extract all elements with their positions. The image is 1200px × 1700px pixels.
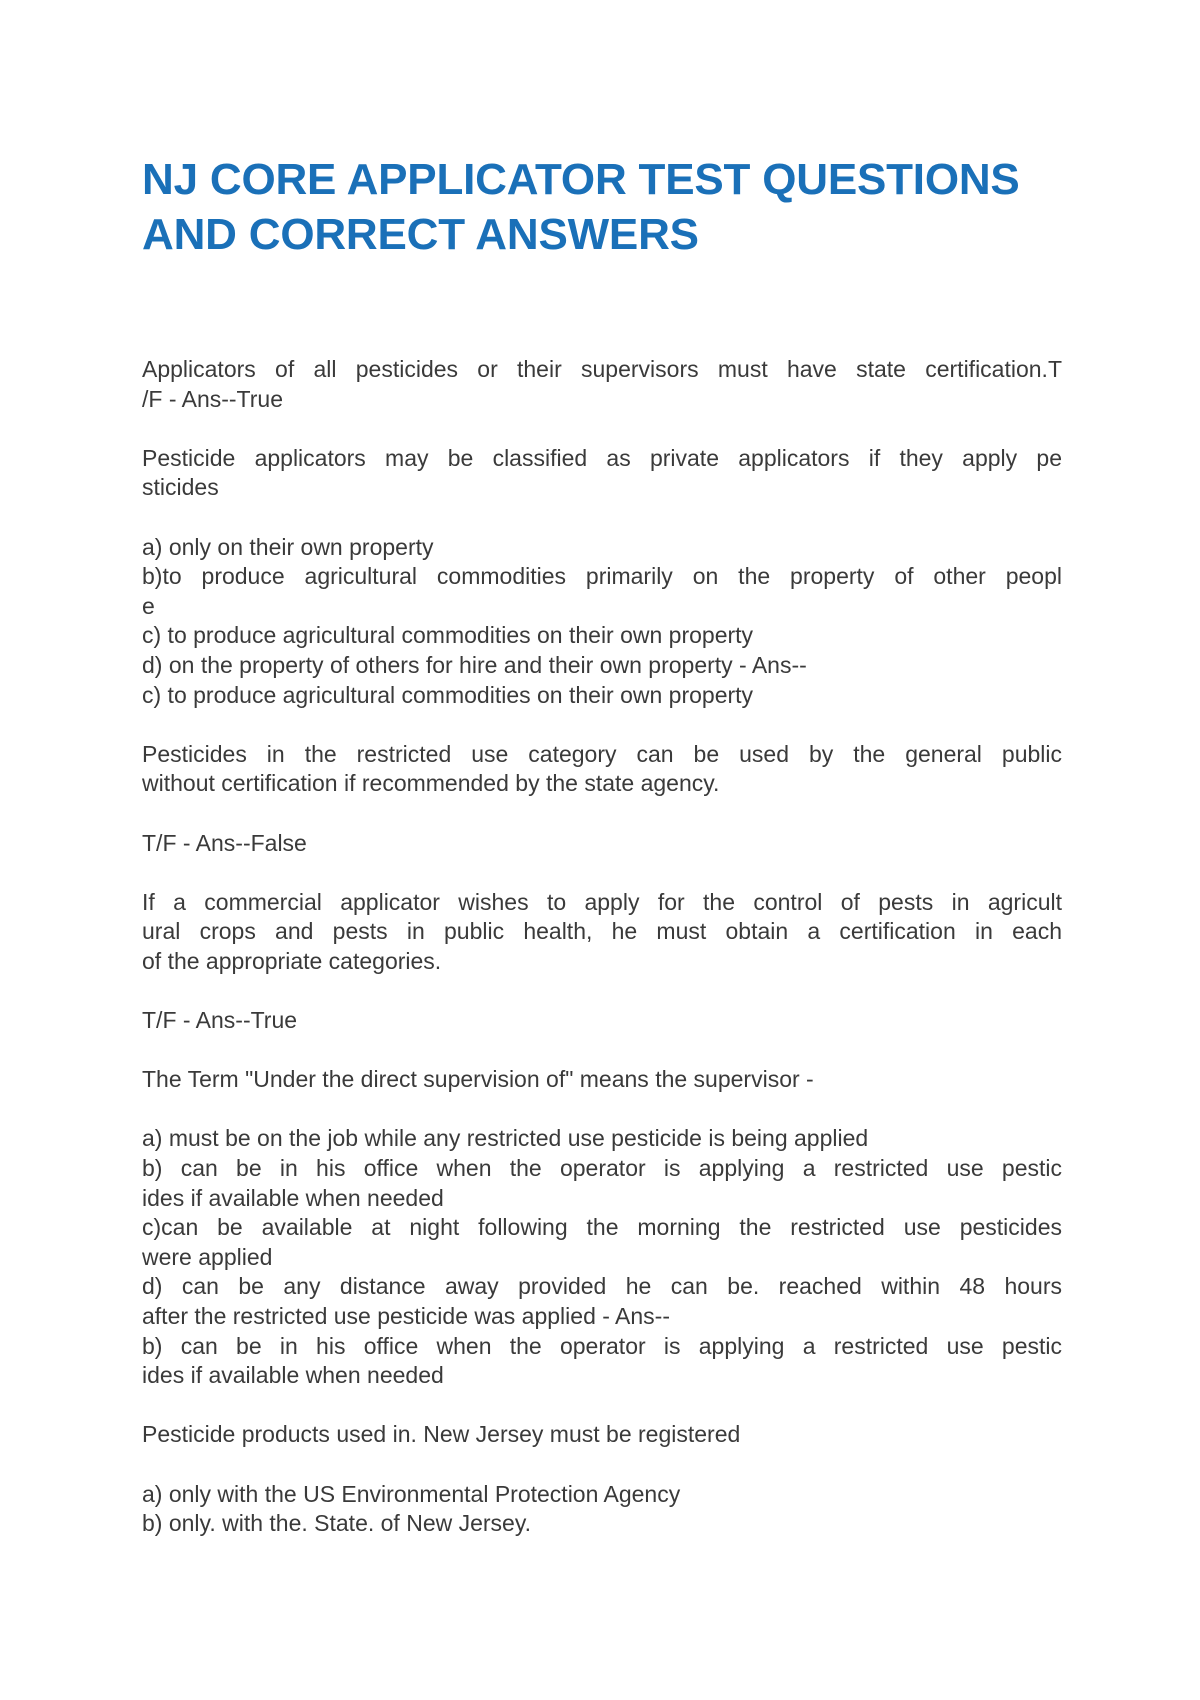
text-line: T/F - Ans--True bbox=[142, 1007, 298, 1034]
text-line: /F - Ans--True bbox=[142, 385, 283, 412]
text-line: without certification if recommended by the state agency. bbox=[142, 770, 720, 797]
text-line: of the appropriate categories. bbox=[142, 947, 442, 974]
text-line: c) to produce agricultural commodities on their own property bbox=[142, 622, 754, 649]
text-line: c)can be available at night following the morning the restricted use pesticides bbox=[142, 1214, 1062, 1241]
text-line: c) to produce agricultural commodities on their own property bbox=[142, 681, 754, 708]
text-line: If a commercial applicator wishes to apply for the control of pests in agricult bbox=[142, 888, 1062, 915]
text-line: d) on the property of others for hire and their own property - Ans-- bbox=[142, 651, 807, 678]
document-body bbox=[142, 355, 1062, 1539]
text-line: T/F - Ans--False bbox=[142, 829, 307, 856]
text-line: a) only on their own property bbox=[142, 533, 434, 560]
text-line: e bbox=[142, 592, 155, 619]
text-line: d) can be any distance away provided he can be. reached within 48 hours bbox=[142, 1273, 1062, 1300]
text-line: Pesticides in the restricted use category can be used by the general public bbox=[142, 740, 1062, 767]
text-line: Applicators of all pesticides or their supervisors must have state certification.T bbox=[142, 356, 1062, 382]
text-line: ural crops and pests in public health, he must obtain a certification in each bbox=[142, 918, 1062, 945]
title-line: AND CORRECT ANSWERS bbox=[142, 210, 699, 259]
text-line: b) can be in his office when the operator is applying a restricted use pestic bbox=[142, 1155, 1062, 1182]
text-line: sticides bbox=[142, 474, 219, 501]
text-line: were applied bbox=[142, 1243, 273, 1270]
text-line: Pesticide applicators may be classified as private applicators if they apply pe bbox=[142, 444, 1062, 471]
text-line: after the restricted use pesticide was applied - Ans-- bbox=[142, 1303, 670, 1329]
text-line: b) can be in his office when the operator is applying a restricted use pestic bbox=[142, 1332, 1062, 1359]
text-line: a) must be on the job while any restricted use pesticide is being applied bbox=[142, 1125, 869, 1152]
title-line: NJ CORE APPLICATOR TEST QUESTIONS bbox=[142, 155, 1020, 204]
text-line: The Term "Under the direct supervision of" means the supervisor - bbox=[142, 1066, 814, 1093]
text-line: b) only. with the. State. of New Jersey. bbox=[142, 1510, 532, 1537]
text-line: Pesticide products used in. New Jersey must be registered bbox=[142, 1421, 741, 1448]
document-title bbox=[142, 152, 1082, 262]
text-line: a) only with the US Environmental Protection Agency bbox=[142, 1480, 681, 1507]
text-line: ides if available when needed bbox=[142, 1362, 444, 1389]
text-line: ides if available when needed bbox=[142, 1184, 444, 1211]
text-line: b)to produce agricultural commodities primarily on the property of other peopl bbox=[142, 563, 1062, 590]
